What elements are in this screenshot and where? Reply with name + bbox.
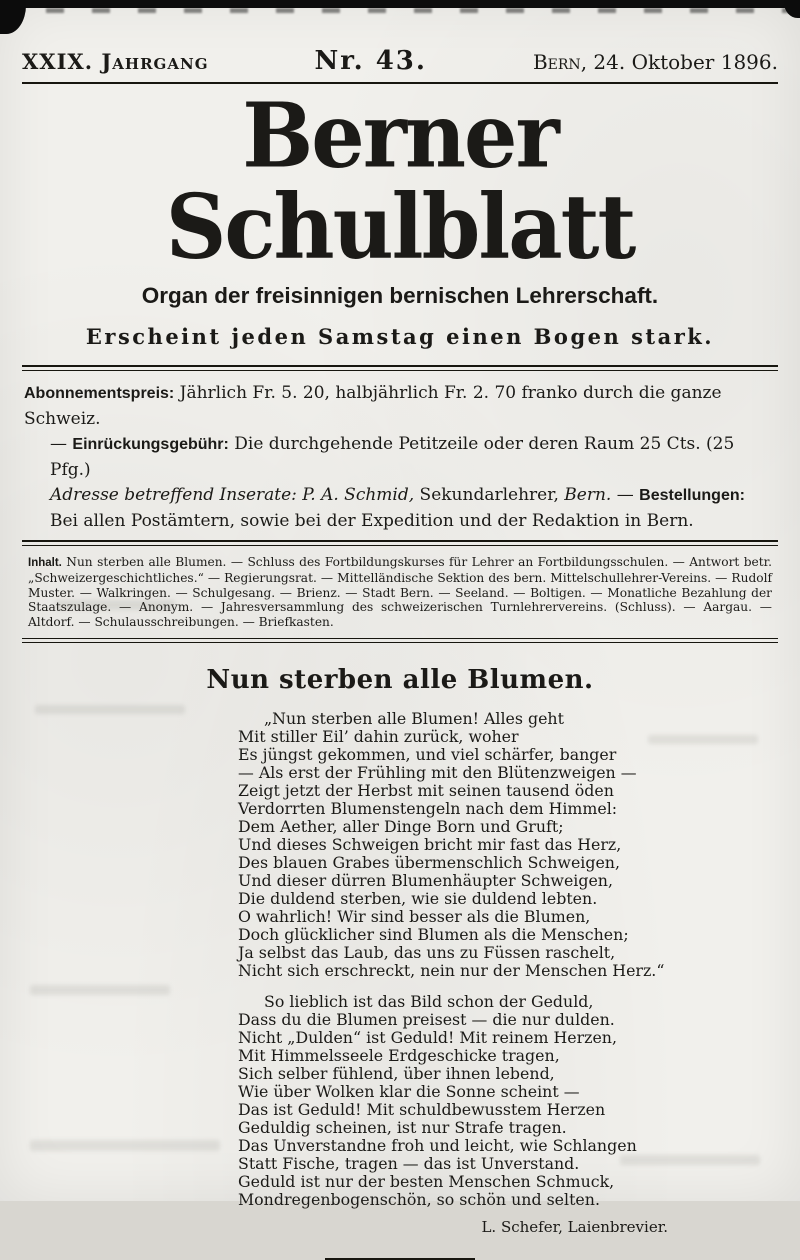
divider-rule xyxy=(22,638,778,643)
poem-stanza-2 xyxy=(238,993,668,1209)
imprint-label: Einrückungsgebühr: xyxy=(72,436,229,454)
poem-line: Und dieser dürren Blumenhäupter Schweigen, xyxy=(238,870,613,890)
poem-line: Geduld ist nur der besten Menschen Schmuck, xyxy=(238,1171,615,1191)
poem-line: O wahrlich! Wir sind besser als die Blumen, xyxy=(238,906,591,926)
imprint-line xyxy=(24,483,776,509)
poem-line: Nicht „Dulden“ ist Geduld! Mit reinem Herzen, xyxy=(238,1027,618,1047)
imprint-line xyxy=(24,509,776,535)
divider-rule xyxy=(22,540,778,546)
poem-line: Geduldig scheinen, ist nur Strafe tragen. xyxy=(238,1117,567,1137)
issue-number: Nr. 43. xyxy=(314,46,427,76)
poem-line: Nicht sich erschreckt, nein nur der Menschen Herz.“ xyxy=(238,960,665,980)
imprint-address: Adresse betreffend Inserate: P. A. Schmid, xyxy=(50,485,415,506)
poem-stanza-1 xyxy=(238,710,668,980)
imprint-label: Abonnementspreis: xyxy=(24,385,175,403)
ink-bleed-smudge xyxy=(648,735,758,744)
ink-bleed-smudge xyxy=(35,705,185,714)
contents-text: Nun sterben alle Blumen. — Schluss des Fortbildungskurses für Lehrer an Fortbildungsschulen. — Antwort betr. „Schweizergeschichtliches.“ — Regierungsrat. — Mittelländische Sektion des bern. Mittelschullehrer-Vereins. — Rudolf Muster. — Walkringen. — Schulgesang. — Brienz. — Stadt Bern. — Seeland. — Boltigen. — Monatliche Bezahlung der Staatszulage. — Anonym. — Jahresversammlung des schweizerischen Turnlehrervereins. (Schluss). — Aargau. — Altdorf. — Schulausschreibungen. — Briefkasten. xyxy=(28,555,772,630)
poem-line: Wie über Wolken klar die Sonne scheint — xyxy=(238,1081,580,1101)
poem-line: Dass du die Blumen preisest — die nur dulden. xyxy=(238,1009,615,1029)
poem-line: Sich selber fühlend, über ihnen lebend, xyxy=(238,1063,555,1083)
article-title: Nun sterben alle Blumen. xyxy=(206,664,594,695)
scan-corner-mark xyxy=(784,0,800,18)
volume-label: XXIX. Jahrgang xyxy=(22,49,209,74)
ink-bleed-smudge xyxy=(55,600,175,610)
poem-line: Die duldend sterben, wie sie duldend lebten. xyxy=(238,888,598,908)
poem-line: Mit Himmelsseele Erdgeschicke tragen, xyxy=(238,1045,560,1065)
poem-line: — Als erst der Frühling mit den Blütenzweigen — xyxy=(238,762,637,782)
poem-line: Das ist Geduld! Mit schuldbewusstem Herzen xyxy=(238,1099,606,1119)
contents-block xyxy=(28,555,772,629)
ink-bleed-smudge xyxy=(30,985,170,995)
poem-line: Des blauen Grabes übermenschlich Schweigen, xyxy=(238,852,621,872)
imprint-dash: — xyxy=(50,434,73,455)
poem-line: Mondregenbogenschön, so schön und selten. xyxy=(238,1189,600,1209)
poem-line: So lieblich ist das Bild schon der Geduld, xyxy=(264,991,594,1011)
poem-line: Das Unverstandne froh und leicht, wie Schlangen xyxy=(238,1135,637,1155)
poem-line: Dem Aether, aller Dinge Born und Gruft; xyxy=(238,816,564,836)
imprint-dash: — xyxy=(611,485,640,506)
poem-line: Es jüngst gekommen, und viel schärfer, banger xyxy=(238,744,617,764)
imprint-text: Jährlich Fr. 5. 20, halbjährlich Fr. 2. 70 franko durch die ganze Schweiz. xyxy=(24,383,722,429)
contents-label: Inhalt. xyxy=(28,557,62,570)
imprint-line xyxy=(24,432,776,483)
article-end-rule xyxy=(325,1258,475,1260)
imprint-city: Bern. xyxy=(564,485,612,506)
article-attribution: L. Schefer, Laienbrevier. xyxy=(481,1217,668,1236)
poem-body xyxy=(238,710,668,1209)
poem-line: Statt Fische, tragen — das ist Unverstand. xyxy=(238,1153,580,1173)
poem-line: Mit stiller Eil’ dahin zurück, woher xyxy=(238,726,519,746)
masthead-title: Berner Schulblatt xyxy=(165,82,635,279)
poem-line: Verdorrten Blumenstengeln nach dem Himmel: xyxy=(238,798,618,818)
imprint-text: Die durchgehende Petitzeile oder deren Raum 25 Cts. (25 Pfg.) xyxy=(50,434,735,480)
imprint-label: Bestellungen: xyxy=(639,487,745,505)
imprint-block xyxy=(24,381,776,534)
poem-line: Doch glücklicher sind Blumen als die Menschen; xyxy=(238,924,629,944)
ink-bleed-smudge xyxy=(30,1140,220,1151)
masthead-tagline: Erscheint jeden Samstag einen Bogen stark. xyxy=(85,324,715,350)
imprint-text: Sekundarlehrer, xyxy=(414,485,565,506)
poem-line: Ja selbst das Laub, das uns zu Füssen raschelt, xyxy=(238,942,616,962)
ink-bleed-smudge xyxy=(620,1155,760,1165)
poem-line: „Nun sterben alle Blumen! Alles geht xyxy=(264,708,564,728)
dateline-date: , 24. Oktober 1896. xyxy=(580,50,778,74)
dateline-city: Bern xyxy=(532,50,581,74)
scan-edge-artifact xyxy=(0,0,800,8)
poem-line: Und dieses Schweigen bricht mir fast das Herz, xyxy=(238,834,622,854)
dateline xyxy=(533,50,778,74)
imprint-text: Bei allen Postämtern, sowie bei der Expedition und der Redaktion in Bern. xyxy=(50,510,694,531)
masthead-subtitle: Organ der freisinnigen bernischen Lehrerschaft. xyxy=(141,283,659,309)
imprint-line xyxy=(24,381,776,432)
divider-rule xyxy=(22,365,778,371)
poem-line: Zeigt jetzt der Herbst mit seinen tausend öden xyxy=(238,780,614,800)
